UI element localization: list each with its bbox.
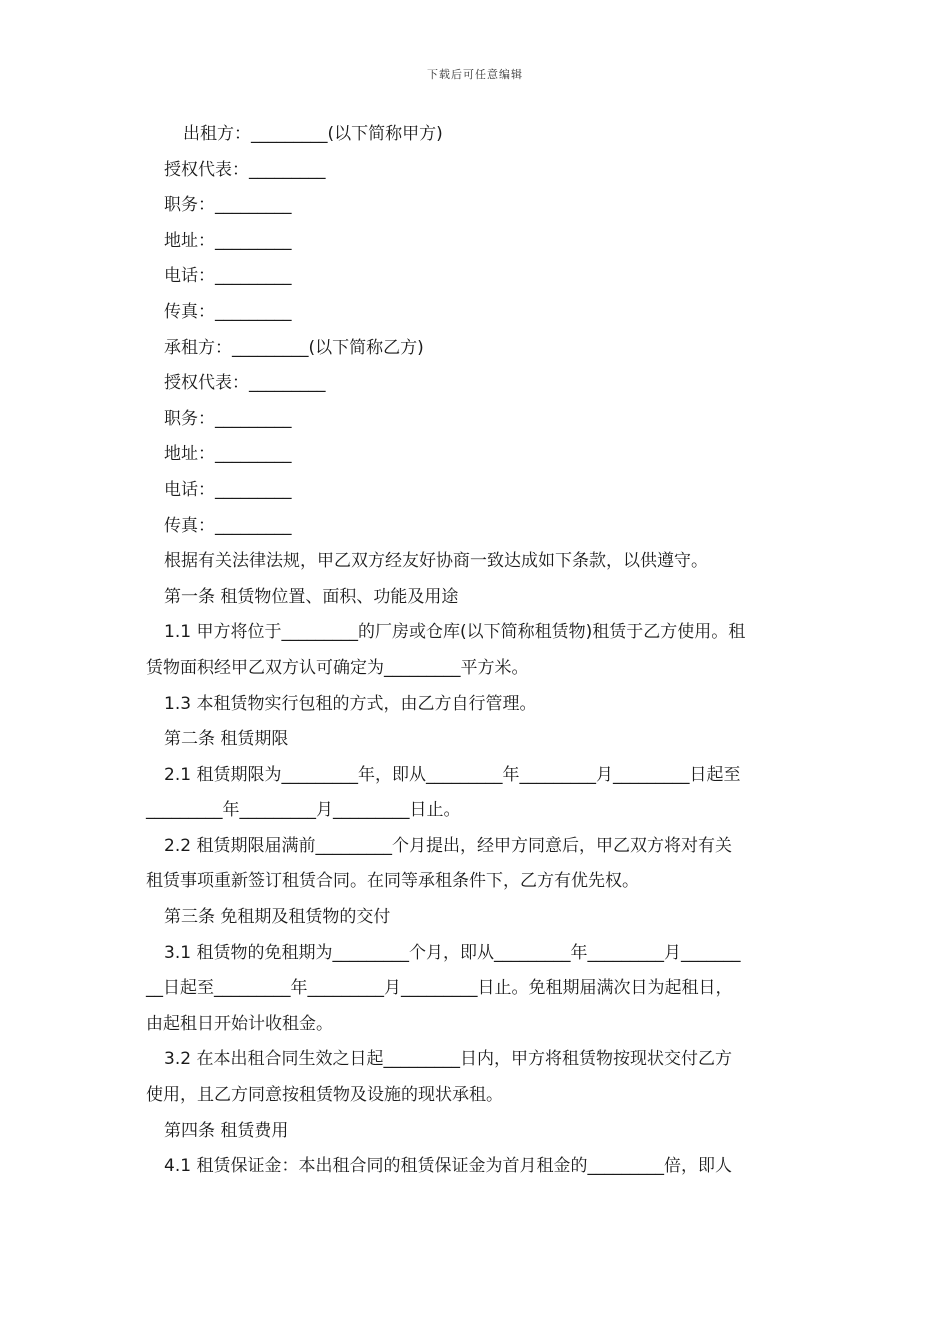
lessee-line: 承租方：_________(以下简称乙方)	[164, 337, 424, 358]
clause-3-1-line-1: 3.1 租赁物的免租期为_________个月，即从_________年_________月_______	[164, 942, 741, 963]
clause-2-2-line-2: 租赁事项重新签订租赁合同。在同等承租条件下，乙方有优先权。	[146, 871, 639, 892]
clause-1-3: 1.3 本租赁物实行包租的方式，由乙方自行管理。	[164, 693, 537, 714]
clause-4-1-line-1: 4.1 租赁保证金：本出租合同的租赁保证金为首月租金的_________倍，即人	[164, 1156, 732, 1177]
preamble: 根据有关法律法规，甲乙双方经友好协商一致达成如下条款，以供遵守。	[164, 551, 708, 572]
clause-2-2-line-1: 2.2 租赁期限届满前_________个月提出，经甲方同意后，甲乙双方将对有关	[164, 835, 732, 856]
article-1-title: 第一条 租赁物位置、面积、功能及用途	[164, 586, 459, 607]
clause-2-1-line-1: 2.1 租赁期限为_________年，即从_________年_________月_________日起至	[164, 764, 741, 785]
clause-3-1-line-3: 由起租日开始计收租金。	[146, 1013, 333, 1034]
clause-2-1-line-2: _________年_________月_________日止。	[146, 800, 461, 821]
lessee-title: 职务：_________	[164, 408, 292, 429]
lessor-fax: 传真：_________	[164, 301, 292, 322]
lessee-phone: 电话：_________	[164, 479, 292, 500]
lessor-line: 出租方：_________(以下简称甲方)	[183, 124, 443, 144]
page-header-note: 下载后可任意编辑	[427, 68, 523, 81]
lessee-representative: 授权代表：_________	[164, 373, 326, 394]
article-4-title: 第四条 租赁费用	[164, 1120, 289, 1141]
lessee-fax: 传真：_________	[164, 515, 292, 536]
lessor-address: 地址：_________	[164, 230, 292, 251]
clause-1-1-line-1: 1.1 甲方将位于_________的厂房或仓库(以下简称租赁物)租赁于乙方使用。租	[164, 622, 746, 643]
article-3-title: 第三条 免租期及租赁物的交付	[164, 907, 391, 928]
lessee-address: 地址：_________	[164, 444, 292, 465]
lessor-representative: 授权代表：_________	[164, 159, 326, 180]
clause-3-2-line-2: 使用，且乙方同意按租赁物及设施的现状承租。	[146, 1085, 503, 1106]
article-2-title: 第二条 租赁期限	[164, 729, 289, 750]
clause-1-1-line-2: 赁物面积经甲乙双方认可确定为_________平方米。	[146, 657, 529, 678]
clause-3-2-line-1: 3.2 在本出租合同生效之日起_________日内，甲方将租赁物按现状交付乙方	[164, 1049, 732, 1070]
clause-3-1-line-2: __日起至_________年_________月_________日止。免租期届满次日为起租日，	[146, 978, 733, 999]
contract-body	[146, 117, 808, 1185]
lessor-phone: 电话：_________	[164, 266, 292, 287]
lessor-title: 职务：_________	[164, 195, 292, 216]
